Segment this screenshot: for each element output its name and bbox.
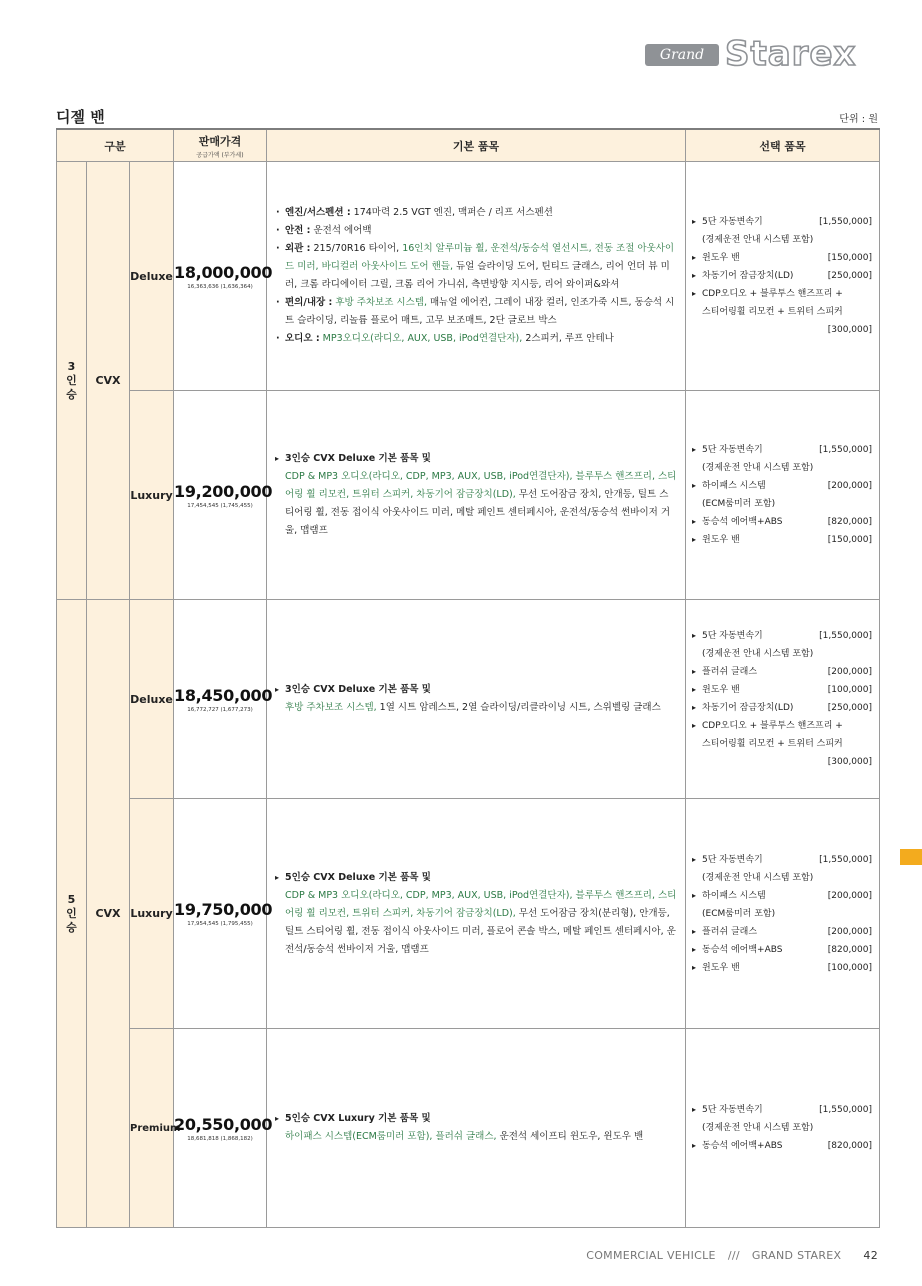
basic-item-detail: 하이패스 시스템(ECM룸미러 포함), 플러쉬 글래스, 운전석 세이프티 윈도우, 윈도우 밴 — [285, 1131, 644, 1142]
price-table-wrapper — [56, 128, 879, 1228]
price-cell — [174, 162, 273, 391]
logo-starex-wordmark: Starex — [725, 34, 857, 74]
trim-cell: Luxury — [130, 391, 174, 600]
basic-item: · 외관 : 215/70R16 타이어, 16인치 알루미늄 휠, 운전석/동승석 열선시트, 전동 조절 아웃사이드 미러, 바디컬러 아웃사이드 도어 핸들, 듀얼 슬라이딩 도어, 틴티드 글래스, 리어 언더 뷰 미러, 크롬 라디에이터 그릴, 크롬 리어 가니쉬, 측면방향 지시등, 리어 와이퍼&와셔 — [275, 240, 677, 294]
price-value: 18,450,000 — [174, 685, 273, 705]
option-row: ▸ CDP오디오 + 블루투스 핸즈프리 + — [692, 717, 872, 735]
table-row — [57, 799, 880, 1029]
trim-cell: Deluxe — [130, 600, 174, 799]
header-price-label: 판매가격 — [198, 134, 242, 148]
option-row: (경제운전 안내 시스템 포함) — [702, 463, 814, 473]
option-row: ▸ 5단 자동변속기 [1,550,000] — [692, 1101, 872, 1119]
options-cell — [686, 1029, 880, 1228]
basic-items-cell — [267, 600, 686, 799]
options-cell — [686, 391, 880, 600]
header-group: 구분 — [57, 129, 174, 162]
price-cell — [174, 600, 273, 799]
option-row: (ECM룸미러 포함) — [702, 908, 776, 919]
basic-item-detail: CDP & MP3 오디오(라디오, CDP, MP3, AUX, USB, iPod연결단자), 블루투스 핸즈프리, 스티어링 휠 리모컨, 트위터 스피커, 차동기어 잠금장치(LD), 무선 도어잠금 장치(분리형), 안개등, 틸트 스티어링 휠, 전동 접이식 아웃사이드 미러, 플로어 콘솔 박스, 메탈 페인트 센터페시아, 운전석/동승석 썬바이저 거울, 맵램프 — [285, 889, 677, 955]
option-row: ▸ 윈도우 밴 [100,000] — [692, 959, 872, 977]
price-cell — [174, 391, 273, 600]
price-cell — [174, 799, 273, 1029]
options-cell — [686, 799, 880, 1029]
option-row: ▸ 플러쉬 글래스 [200,000] — [692, 923, 872, 941]
table-row — [57, 1029, 880, 1228]
price-table — [56, 128, 880, 1228]
option-row: [300,000] — [827, 757, 872, 767]
basic-item-base: ▸ 5인승 CVX Luxury 기본 품목 및 — [275, 1110, 677, 1128]
basic-item-detail: 후방 주차보조 시스템, 1열 시트 암레스트, 2열 슬라이딩/리클라이닝 시트, 스위벨링 글래스 — [285, 702, 661, 713]
model-cell: CVX — [87, 162, 130, 600]
option-row: ▸ 윈도우 밴 [150,000] — [692, 531, 872, 549]
option-row: 스티어링휠 리모컨 + 트위터 스피커 — [702, 739, 843, 749]
table-row — [57, 162, 880, 391]
option-row: ▸ 차동기어 잠금장치(LD) [250,000] — [692, 267, 872, 285]
option-row: 스티어링휠 리모컨 + 트위터 스피커 — [702, 307, 843, 317]
price-sub: 17,454,545 (1,745,455) — [187, 502, 253, 509]
option-row: ▸ 5단 자동변속기 [1,550,000] — [692, 627, 872, 645]
grand-starex-logo — [645, 34, 881, 74]
price-value: 19,750,000 — [174, 900, 273, 919]
option-row: ▸ 동승석 에어백+ABS [820,000] — [692, 941, 872, 959]
basic-items-cell — [267, 799, 686, 1029]
options-cell — [686, 600, 880, 799]
footer-right: GRAND STAREX — [751, 1249, 842, 1262]
price-value: 18,000,000 — [174, 262, 273, 282]
price-sub: 16,772,727 (1,677,273) — [187, 706, 253, 713]
table-header-row — [57, 129, 880, 162]
options-cell — [686, 162, 880, 391]
basic-item: · 편의/내장 : 후방 주차보조 시스템, 매뉴얼 에어컨, 그레이 내장 컬러, 인조가죽 시트, 동승석 시트 슬라이딩, 리놀륨 플로어 매트, 고무 보조매트, 2단 글로브 박스 — [275, 294, 677, 330]
price-value: 20,550,000 — [174, 1114, 273, 1134]
trim-cell: Premium — [130, 1029, 174, 1228]
header-basic: 기본 품목 — [267, 129, 686, 162]
trim-cell: Deluxe — [130, 162, 174, 391]
option-row: ▸ 윈도우 밴 [150,000] — [692, 249, 872, 267]
option-row: ▸ 하이패스 시스템 [200,000] — [692, 887, 872, 905]
basic-item-base: ▸ 5인승 CVX Deluxe 기본 품목 및 — [275, 869, 677, 887]
header-options: 선택 품목 — [686, 129, 880, 162]
header-price-sub: 공급가액 (부가세) — [196, 151, 244, 159]
option-row: (경제운전 안내 시스템 포함) — [702, 235, 814, 245]
seat-cell-5 — [57, 600, 87, 1228]
option-row: ▸ 5단 자동변속기 [1,550,000] — [692, 213, 872, 231]
basic-item-base: ▸ 3인승 CVX Deluxe 기본 품목 및 — [275, 681, 677, 699]
option-row: ▸ 동승석 에어백+ABS [820,000] — [692, 1137, 872, 1155]
option-row: ▸ 하이패스 시스템 [200,000] — [692, 477, 872, 495]
option-row: ▸ 5단 자동변속기 [1,550,000] — [692, 851, 872, 869]
basic-items-cell — [267, 1029, 686, 1228]
option-row: (경제운전 안내 시스템 포함) — [702, 649, 814, 659]
option-row: ▸ CDP오디오 + 블루투스 핸즈프리 + — [692, 285, 872, 303]
option-row: [300,000] — [827, 325, 872, 335]
unit-label: 단위 : 원 — [839, 114, 878, 125]
price-sub: 17,954,545 (1,795,455) — [187, 921, 253, 927]
model-cell: CVX — [87, 600, 130, 1228]
basic-items-cell — [267, 162, 686, 391]
basic-item-base: ▸ 3인승 CVX Deluxe 기본 품목 및 — [275, 450, 677, 468]
option-row: ▸ 동승석 에어백+ABS [820,000] — [692, 513, 872, 531]
option-row: (경제운전 안내 시스템 포함) — [702, 872, 814, 883]
price-cell — [174, 1029, 273, 1228]
option-row: ▸ 차동기어 잠금장치(LD) [250,000] — [692, 699, 872, 717]
footer-left: COMMERCIAL VEHICLE — [586, 1249, 716, 1262]
page-number: 42 — [863, 1249, 878, 1262]
seat-cell-3 — [57, 162, 87, 600]
option-row: ▸ 5단 자동변속기 [1,550,000] — [692, 441, 872, 459]
basic-item: · 엔진/서스펜션 : 174마력 2.5 VGT 엔진, 맥퍼슨 / 리프 서스펜션 — [275, 204, 677, 222]
price-sub: 16,363,636 (1,636,364) — [187, 283, 253, 290]
side-index-tab — [900, 849, 922, 865]
section-title: 디젤 밴 — [56, 108, 105, 126]
footer-separator: /// — [727, 1249, 740, 1262]
seat-label: 3인승 — [66, 359, 77, 401]
basic-item: · 안전 : 운전석 에어백 — [275, 222, 677, 240]
seat-label: 5인승 — [66, 892, 77, 934]
basic-items-cell — [267, 391, 686, 600]
basic-item: · 오디오 : MP3오디오(라디오, AUX, USB, iPod연결단자), 2스피커, 루프 안테나 — [275, 330, 677, 348]
price-sub: 18,681,818 (1,868,182) — [187, 1135, 253, 1142]
header-price — [174, 129, 267, 162]
basic-item-detail: CDP & MP3 오디오(라디오, CDP, MP3, AUX, USB, iPod연결단자), 블루투스 핸즈프리, 스티어링 휠 리모컨, 트위터 스피커, 차동기어 잠금장치(LD), 무선 도어잠금 장치, 안개등, 틸트 스티어링 휠, 전동 접이식 아웃사이드 미러, 메탈 페인트 센터페시아, 운전석/동승석 썬바이저 거울, 맵램프 — [285, 471, 677, 536]
option-row: ▸ 플러쉬 글래스 [200,000] — [692, 663, 872, 681]
option-row: ▸ 윈도우 밴 [100,000] — [692, 681, 872, 699]
table-row — [57, 600, 880, 799]
trim-cell: Luxury — [130, 799, 174, 1029]
option-row: (경제운전 안내 시스템 포함) — [702, 1123, 814, 1133]
price-value: 19,200,000 — [174, 481, 273, 501]
page-footer — [586, 1249, 878, 1262]
logo-grand-badge: Grand — [645, 44, 719, 66]
option-row: (ECM룸미러 포함) — [702, 499, 776, 509]
table-row — [57, 391, 880, 600]
